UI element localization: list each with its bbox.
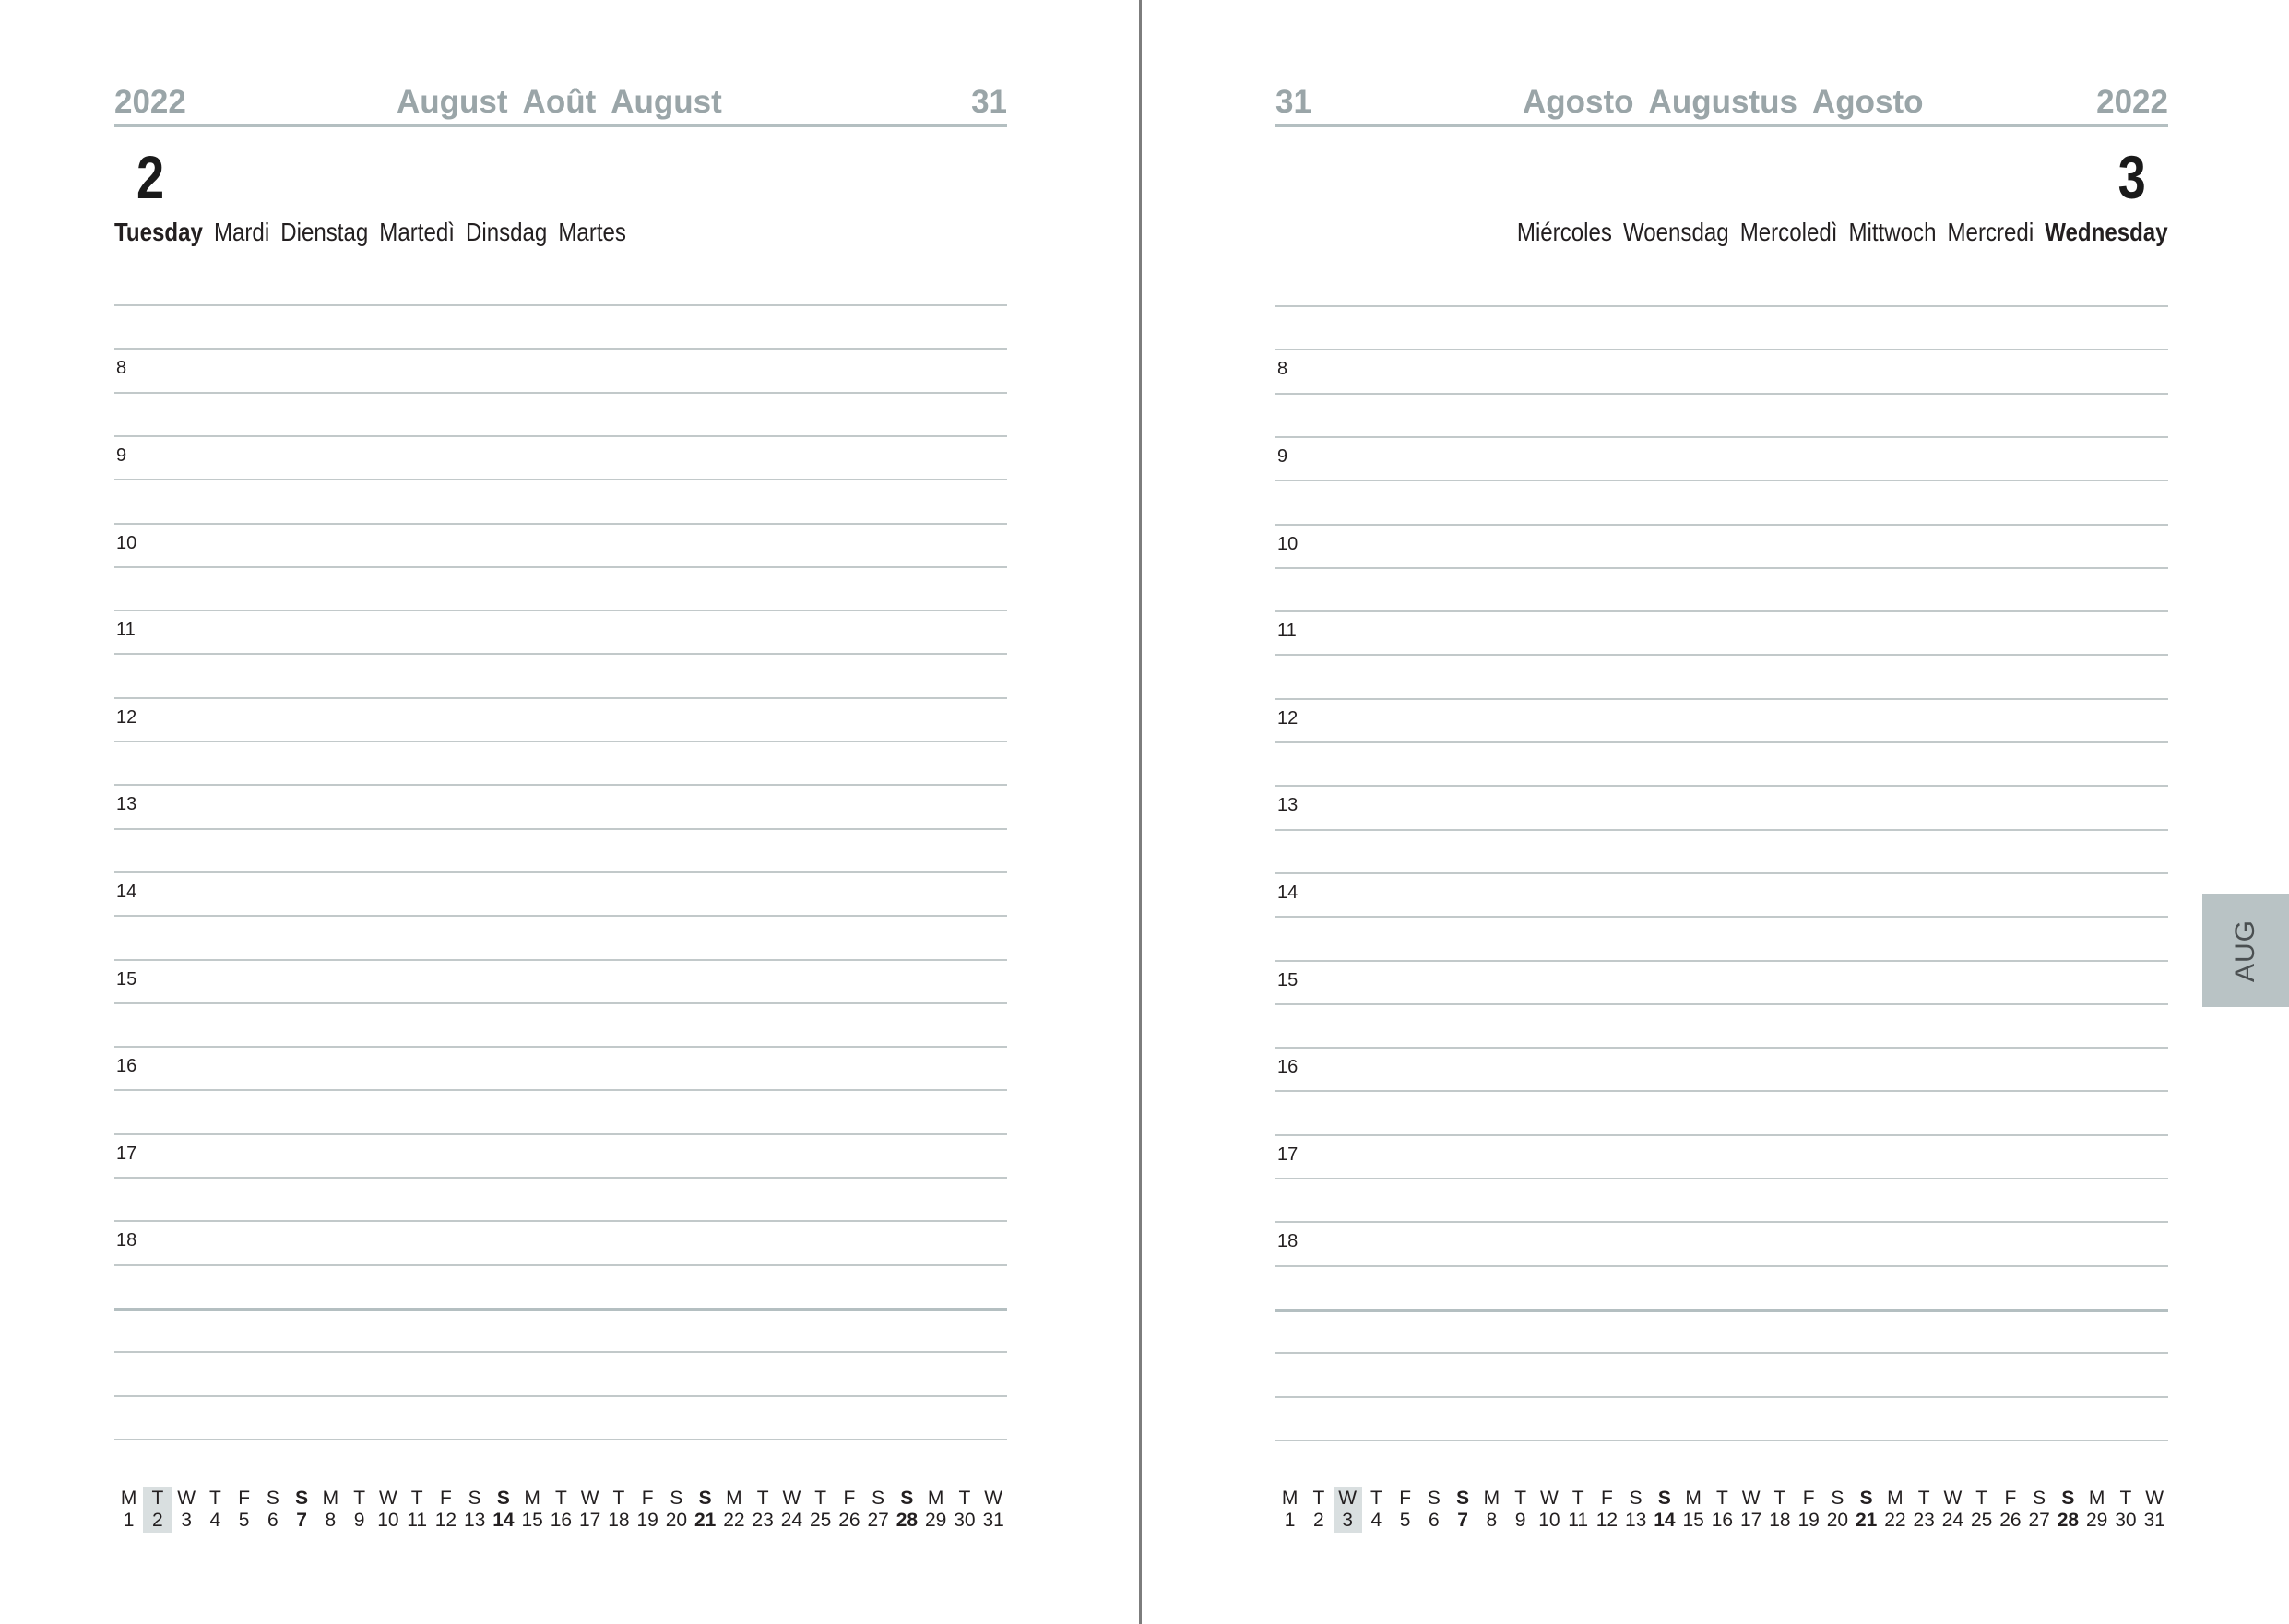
hour-label: 17 bbox=[1277, 1144, 1299, 1165]
hour-label: 13 bbox=[1277, 795, 1299, 816]
day-of-month: 11 bbox=[407, 1510, 428, 1531]
ruled-line bbox=[1275, 1265, 2168, 1267]
year-label: 2022 bbox=[114, 84, 186, 120]
hour-label: 15 bbox=[116, 968, 137, 990]
day-of-month: 5 bbox=[238, 1510, 250, 1531]
ruled-line bbox=[114, 1351, 1007, 1353]
day-of-month: 6 bbox=[1429, 1510, 1440, 1531]
calendar-day[interactable] bbox=[662, 1487, 691, 1533]
hour-label: 10 bbox=[116, 532, 137, 553]
calendar-day[interactable] bbox=[2025, 1487, 2054, 1533]
month-label: August bbox=[397, 84, 508, 120]
hour-label: 8 bbox=[116, 358, 127, 379]
calendar-day[interactable] bbox=[403, 1487, 432, 1533]
hour-label: 14 bbox=[1277, 882, 1299, 903]
day-of-month: 8 bbox=[1486, 1510, 1498, 1531]
weekday-letter: F bbox=[1399, 1488, 1412, 1509]
day-of-month: 5 bbox=[1399, 1510, 1411, 1531]
calendar-day[interactable] bbox=[604, 1487, 633, 1533]
ruled-line bbox=[114, 915, 1007, 917]
day-of-month: 13 bbox=[1624, 1510, 1647, 1531]
weekday-letter: S bbox=[295, 1488, 309, 1509]
weekday-letter: S bbox=[698, 1488, 712, 1509]
ruled-line bbox=[114, 871, 1007, 873]
calendar-day[interactable] bbox=[2111, 1487, 2140, 1533]
day-of-month: 24 bbox=[780, 1510, 803, 1531]
calendar-day[interactable] bbox=[691, 1487, 719, 1533]
ruled-line bbox=[1275, 524, 2168, 526]
day-name-main: Wednesday bbox=[2045, 218, 2168, 246]
day-of-month: 6 bbox=[267, 1510, 279, 1531]
ruled-line bbox=[1275, 393, 2168, 395]
calendar-day[interactable] bbox=[575, 1487, 604, 1533]
ruled-line bbox=[114, 653, 1007, 655]
weekday-letter: S bbox=[900, 1488, 914, 1509]
weekday-letter: F bbox=[238, 1488, 251, 1509]
weekday-letter: T bbox=[612, 1488, 625, 1509]
day-of-month: 4 bbox=[1370, 1510, 1382, 1531]
weekday-letter: S bbox=[872, 1488, 885, 1509]
weekday-letter: S bbox=[1427, 1488, 1441, 1509]
calendar-day[interactable] bbox=[893, 1487, 921, 1533]
weekday-letter: M bbox=[2088, 1488, 2105, 1509]
hour-label: 11 bbox=[116, 620, 136, 641]
hour-label: 12 bbox=[116, 706, 137, 728]
ruled-line bbox=[114, 479, 1007, 480]
ruled-line bbox=[114, 348, 1007, 350]
day-name-main: Tuesday bbox=[114, 218, 203, 246]
month-label: Augustus bbox=[1648, 84, 1797, 120]
weekday-letter: T bbox=[1571, 1488, 1584, 1509]
month-label: Août bbox=[522, 84, 597, 120]
day-of-month: 21 bbox=[694, 1510, 717, 1531]
month-label: Agosto bbox=[1811, 84, 1924, 120]
weekday-letter: T bbox=[1917, 1488, 1930, 1509]
calendar-day[interactable] bbox=[1737, 1487, 1765, 1533]
ruled-line bbox=[1275, 1352, 2168, 1354]
calendar-day[interactable] bbox=[143, 1487, 172, 1533]
weekday-letter: W bbox=[580, 1488, 599, 1509]
day-of-month: 25 bbox=[1970, 1510, 1993, 1531]
weekday-letter: T bbox=[410, 1488, 423, 1509]
day-of-month: 9 bbox=[1514, 1510, 1526, 1531]
day-name: Dienstag bbox=[280, 218, 369, 246]
calendar-day[interactable] bbox=[1852, 1487, 1880, 1533]
mini-calendar bbox=[1275, 1487, 2169, 1533]
calendar-day[interactable] bbox=[1506, 1487, 1535, 1533]
weekday-letter: T bbox=[353, 1488, 366, 1509]
day-number: 3 bbox=[2117, 143, 2146, 211]
ruled-line bbox=[114, 1133, 1007, 1135]
calendar-day[interactable] bbox=[1708, 1487, 1737, 1533]
day-of-month: 31 bbox=[2143, 1510, 2165, 1531]
weekday-letter: W bbox=[1741, 1488, 1761, 1509]
weekday-letter: T bbox=[1312, 1488, 1325, 1509]
weekday-letter: T bbox=[756, 1488, 769, 1509]
day-of-month: 17 bbox=[578, 1510, 601, 1531]
day-of-month: 15 bbox=[1682, 1510, 1704, 1531]
calendar-day[interactable] bbox=[806, 1487, 835, 1533]
weekday-letter: W bbox=[1539, 1488, 1559, 1509]
day-of-month: 14 bbox=[492, 1510, 515, 1531]
ruled-line bbox=[114, 828, 1007, 830]
right-header bbox=[1275, 81, 2168, 127]
month-labels bbox=[1275, 81, 2168, 124]
day-name: Miércoles bbox=[1517, 218, 1613, 246]
day-of-month: 2 bbox=[152, 1510, 163, 1531]
calendar-day[interactable] bbox=[1449, 1487, 1477, 1533]
weekday-letter: S bbox=[1657, 1488, 1671, 1509]
day-names bbox=[1506, 214, 2168, 251]
hour-label: 11 bbox=[1277, 621, 1297, 642]
hour-label: 15 bbox=[1277, 969, 1299, 990]
day-of-month: 27 bbox=[867, 1510, 889, 1531]
month-tab[interactable] bbox=[2202, 894, 2289, 1007]
ruled-line bbox=[1275, 698, 2168, 700]
ruled-line bbox=[1275, 1309, 2168, 1312]
ruled-line bbox=[114, 523, 1007, 525]
day-name: Martes bbox=[558, 218, 626, 246]
calendar-day[interactable] bbox=[1275, 1487, 1304, 1533]
weekday-letter: F bbox=[1802, 1488, 1815, 1509]
weekday-letter: M bbox=[1887, 1488, 1904, 1509]
ruled-line bbox=[114, 1264, 1007, 1266]
left-header bbox=[114, 81, 1007, 127]
day-of-month: 3 bbox=[1342, 1510, 1353, 1531]
ruled-line bbox=[1275, 610, 2168, 612]
weekday-letter: F bbox=[843, 1488, 856, 1509]
day-name: Mercoledì bbox=[1740, 218, 1838, 246]
hour-label: 9 bbox=[1277, 445, 1288, 467]
day-of-month: 30 bbox=[954, 1510, 976, 1531]
day-of-month: 16 bbox=[550, 1510, 573, 1531]
ruled-line bbox=[1275, 1440, 2168, 1441]
hour-label: 18 bbox=[116, 1230, 137, 1251]
hour-label: 12 bbox=[1277, 707, 1299, 729]
calendar-day[interactable] bbox=[1679, 1487, 1708, 1533]
calendar-day[interactable] bbox=[1910, 1487, 1939, 1533]
weekday-letter: S bbox=[266, 1488, 279, 1509]
weekday-letter: M bbox=[1281, 1488, 1299, 1509]
calendar-day[interactable] bbox=[432, 1487, 460, 1533]
calendar-day[interactable] bbox=[1477, 1487, 1506, 1533]
calendar-day[interactable] bbox=[2054, 1487, 2082, 1533]
day-of-month: 24 bbox=[1941, 1510, 1964, 1531]
calendar-day[interactable] bbox=[258, 1487, 287, 1533]
ruled-line bbox=[1275, 1221, 2168, 1223]
calendar-day[interactable] bbox=[1795, 1487, 1823, 1533]
weekday-letter: W bbox=[2145, 1488, 2164, 1509]
day-of-month: 20 bbox=[1826, 1510, 1849, 1531]
week-number: 31 bbox=[1275, 84, 1311, 120]
weekday-letter: W bbox=[1943, 1488, 1963, 1509]
month-tab-label: AUG bbox=[2229, 919, 2260, 982]
ruled-line bbox=[1275, 480, 2168, 481]
weekday-letter: F bbox=[439, 1488, 452, 1509]
calendar-day[interactable] bbox=[288, 1487, 316, 1533]
day-of-month: 12 bbox=[1595, 1510, 1619, 1531]
ruled-line bbox=[114, 1439, 1007, 1440]
day-of-month: 9 bbox=[353, 1510, 365, 1531]
ruled-line bbox=[114, 1220, 1007, 1222]
hour-label: 16 bbox=[116, 1056, 137, 1077]
weekday-letter: T bbox=[151, 1488, 164, 1509]
ruled-line bbox=[114, 566, 1007, 568]
weekday-letter: W bbox=[782, 1488, 801, 1509]
weekday-letter: M bbox=[927, 1488, 944, 1509]
week-number: 31 bbox=[971, 84, 1007, 120]
weekday-letter: F bbox=[2004, 1488, 2017, 1509]
calendar-day[interactable] bbox=[2082, 1487, 2111, 1533]
calendar-day[interactable] bbox=[374, 1487, 402, 1533]
ruled-line bbox=[114, 610, 1007, 611]
day-of-month: 26 bbox=[838, 1510, 860, 1531]
weekday-letter: S bbox=[468, 1488, 481, 1509]
ruled-line bbox=[114, 1177, 1007, 1179]
weekday-letter: S bbox=[2033, 1488, 2046, 1509]
day-name: Martedì bbox=[379, 218, 455, 246]
day-of-month: 4 bbox=[209, 1510, 221, 1531]
ruled-line bbox=[1275, 654, 2168, 656]
day-names bbox=[114, 214, 637, 251]
calendar-day[interactable] bbox=[1564, 1487, 1593, 1533]
left-page bbox=[114, 0, 1007, 1624]
hour-label: 18 bbox=[1277, 1231, 1299, 1252]
ruled-line bbox=[1275, 1047, 2168, 1049]
day-name: Dinsdag bbox=[465, 218, 548, 246]
ruled-line bbox=[1275, 741, 2168, 743]
weekday-letter: S bbox=[496, 1488, 510, 1509]
day-of-month: 15 bbox=[521, 1510, 543, 1531]
ruled-line bbox=[114, 1089, 1007, 1091]
day-of-month: 23 bbox=[752, 1510, 774, 1531]
day-of-month: 18 bbox=[1769, 1510, 1791, 1531]
calendar-day[interactable] bbox=[1880, 1487, 1909, 1533]
day-of-month: 11 bbox=[1568, 1510, 1589, 1531]
ruled-line bbox=[114, 697, 1007, 699]
day-of-month: 18 bbox=[608, 1510, 630, 1531]
weekday-letter: M bbox=[120, 1488, 137, 1509]
calendar-day[interactable] bbox=[979, 1487, 1008, 1533]
weekday-letter: M bbox=[1483, 1488, 1500, 1509]
ruled-line bbox=[1275, 872, 2168, 874]
weekday-letter: W bbox=[378, 1488, 397, 1509]
ruled-line bbox=[1275, 785, 2168, 787]
day-of-month: 21 bbox=[1855, 1510, 1878, 1531]
weekday-letter: F bbox=[1600, 1488, 1613, 1509]
day-of-month: 17 bbox=[1739, 1510, 1762, 1531]
day-of-month: 26 bbox=[1999, 1510, 2022, 1531]
calendar-day[interactable] bbox=[1996, 1487, 2024, 1533]
calendar-day[interactable] bbox=[1334, 1487, 1362, 1533]
weekday-letter: S bbox=[1629, 1488, 1643, 1509]
day-of-month: 2 bbox=[1313, 1510, 1324, 1531]
day-of-month: 16 bbox=[1711, 1510, 1734, 1531]
ruled-line bbox=[114, 1046, 1007, 1048]
day-of-month: 20 bbox=[665, 1510, 688, 1531]
hour-label: 17 bbox=[116, 1143, 137, 1164]
weekday-letter: W bbox=[984, 1488, 1003, 1509]
calendar-day[interactable] bbox=[864, 1487, 893, 1533]
weekday-letter: T bbox=[554, 1488, 567, 1509]
ruled-line bbox=[114, 1395, 1007, 1397]
weekday-letter: T bbox=[814, 1488, 827, 1509]
day-of-month: 28 bbox=[2057, 1510, 2080, 1531]
ruled-line bbox=[1275, 349, 2168, 350]
day-of-month: 7 bbox=[296, 1510, 307, 1531]
calendar-day[interactable] bbox=[950, 1487, 978, 1533]
day-of-month: 7 bbox=[1457, 1510, 1468, 1531]
hour-label: 14 bbox=[116, 881, 137, 902]
ruled-line bbox=[1275, 1178, 2168, 1179]
day-of-month: 12 bbox=[434, 1510, 457, 1531]
calendar-day[interactable] bbox=[1650, 1487, 1678, 1533]
weekday-letter: T bbox=[958, 1488, 971, 1509]
weekday-letter: S bbox=[670, 1488, 683, 1509]
day-of-month: 22 bbox=[723, 1510, 745, 1531]
calendar-day[interactable] bbox=[2141, 1487, 2169, 1533]
weekday-letter: S bbox=[1831, 1488, 1844, 1509]
day-number: 2 bbox=[136, 143, 165, 211]
right-page bbox=[1275, 0, 2168, 1624]
calendar-day[interactable] bbox=[1765, 1487, 1794, 1533]
day-of-month: 13 bbox=[463, 1510, 486, 1531]
calendar-day[interactable] bbox=[719, 1487, 748, 1533]
weekday-letter: T bbox=[2119, 1488, 2132, 1509]
calendar-day[interactable] bbox=[518, 1487, 547, 1533]
ruled-line bbox=[1275, 960, 2168, 962]
ruled-line bbox=[114, 784, 1007, 786]
ruled-line bbox=[114, 1308, 1007, 1311]
day-of-month: 28 bbox=[895, 1510, 919, 1531]
hour-label: 8 bbox=[1277, 359, 1288, 380]
weekday-letter: M bbox=[726, 1488, 742, 1509]
weekday-letter: T bbox=[208, 1488, 221, 1509]
ruled-line bbox=[1275, 567, 2168, 569]
calendar-day[interactable] bbox=[489, 1487, 517, 1533]
month-label: Agosto bbox=[1523, 84, 1634, 120]
day-of-month: 1 bbox=[123, 1510, 135, 1531]
hour-label: 13 bbox=[116, 794, 137, 815]
day-of-month: 1 bbox=[1284, 1510, 1296, 1531]
calendar-day[interactable] bbox=[201, 1487, 230, 1533]
calendar-day[interactable] bbox=[114, 1487, 143, 1533]
ruled-line bbox=[114, 435, 1007, 437]
day-of-month: 30 bbox=[2115, 1510, 2137, 1531]
weekday-letter: M bbox=[1685, 1488, 1702, 1509]
day-of-month: 19 bbox=[636, 1510, 658, 1531]
day-of-month: 29 bbox=[924, 1510, 947, 1531]
ruled-line bbox=[114, 304, 1007, 306]
ruled-line bbox=[1275, 1003, 2168, 1005]
day-of-month: 8 bbox=[325, 1510, 337, 1531]
ruled-line bbox=[1275, 916, 2168, 918]
ruled-line bbox=[1275, 1396, 2168, 1398]
ruled-line bbox=[114, 741, 1007, 742]
ruled-line bbox=[114, 959, 1007, 961]
day-name: Mercredi bbox=[1947, 218, 2034, 246]
calendar-day[interactable] bbox=[1967, 1487, 1996, 1533]
year-label: 2022 bbox=[2096, 84, 2168, 120]
weekday-letter: T bbox=[1370, 1488, 1382, 1509]
calendar-day[interactable] bbox=[460, 1487, 489, 1533]
ruled-line bbox=[114, 392, 1007, 394]
hour-label: 9 bbox=[116, 445, 127, 466]
day-of-month: 22 bbox=[1884, 1510, 1906, 1531]
day-name: Woensdag bbox=[1623, 218, 1730, 246]
calendar-day[interactable] bbox=[1535, 1487, 1563, 1533]
day-of-month: 27 bbox=[2028, 1510, 2050, 1531]
calendar-day[interactable] bbox=[749, 1487, 777, 1533]
calendar-day[interactable] bbox=[172, 1487, 201, 1533]
day-of-month: 29 bbox=[2085, 1510, 2108, 1531]
calendar-day[interactable] bbox=[547, 1487, 575, 1533]
calendar-day[interactable] bbox=[921, 1487, 950, 1533]
weekday-letter: F bbox=[641, 1488, 654, 1509]
calendar-day[interactable] bbox=[1304, 1487, 1333, 1533]
calendar-day[interactable] bbox=[1419, 1487, 1448, 1533]
weekday-letter: W bbox=[1338, 1488, 1358, 1509]
calendar-day[interactable] bbox=[1823, 1487, 1852, 1533]
ruled-line bbox=[1275, 436, 2168, 438]
day-of-month: 31 bbox=[982, 1510, 1004, 1531]
calendar-day[interactable] bbox=[1593, 1487, 1621, 1533]
calendar-day[interactable] bbox=[1362, 1487, 1391, 1533]
weekday-letter: M bbox=[322, 1488, 339, 1509]
ruled-line bbox=[114, 1002, 1007, 1004]
ruled-line bbox=[1275, 1090, 2168, 1092]
calendar-day[interactable] bbox=[1939, 1487, 1967, 1533]
day-of-month: 10 bbox=[377, 1510, 399, 1531]
calendar-day[interactable] bbox=[1621, 1487, 1650, 1533]
month-labels bbox=[114, 81, 1007, 124]
ruled-line bbox=[1275, 1134, 2168, 1136]
weekday-letter: T bbox=[1975, 1488, 1988, 1509]
weekday-letter: T bbox=[1773, 1488, 1786, 1509]
calendar-day[interactable] bbox=[1391, 1487, 1419, 1533]
hour-label: 16 bbox=[1277, 1057, 1299, 1078]
weekday-letter: S bbox=[1859, 1488, 1873, 1509]
day-of-month: 19 bbox=[1797, 1510, 1820, 1531]
day-of-month: 10 bbox=[1538, 1510, 1560, 1531]
weekday-letter: W bbox=[177, 1488, 196, 1509]
calendar-day[interactable] bbox=[345, 1487, 374, 1533]
calendar-day[interactable] bbox=[230, 1487, 258, 1533]
day-of-month: 25 bbox=[809, 1510, 832, 1531]
weekday-letter: M bbox=[524, 1488, 540, 1509]
weekday-letter: S bbox=[2061, 1488, 2075, 1509]
day-name: Mittwoch bbox=[1848, 218, 1937, 246]
calendar-day[interactable] bbox=[316, 1487, 345, 1533]
day-of-month: 23 bbox=[1913, 1510, 1935, 1531]
ruled-line bbox=[1275, 829, 2168, 831]
weekday-letter: T bbox=[1715, 1488, 1728, 1509]
weekday-letter: S bbox=[1456, 1488, 1470, 1509]
hour-label: 10 bbox=[1277, 533, 1299, 554]
mini-calendar bbox=[114, 1487, 1008, 1533]
weekday-letter: T bbox=[1514, 1488, 1527, 1509]
month-label: August bbox=[611, 84, 722, 120]
book-spine bbox=[1139, 0, 1142, 1624]
day-of-month: 3 bbox=[181, 1510, 192, 1531]
day-of-month: 14 bbox=[1654, 1510, 1676, 1531]
day-name: Mardi bbox=[213, 218, 270, 246]
ruled-line bbox=[1275, 305, 2168, 307]
calendar-day[interactable] bbox=[835, 1487, 863, 1533]
calendar-day[interactable] bbox=[777, 1487, 806, 1533]
calendar-day[interactable] bbox=[634, 1487, 662, 1533]
